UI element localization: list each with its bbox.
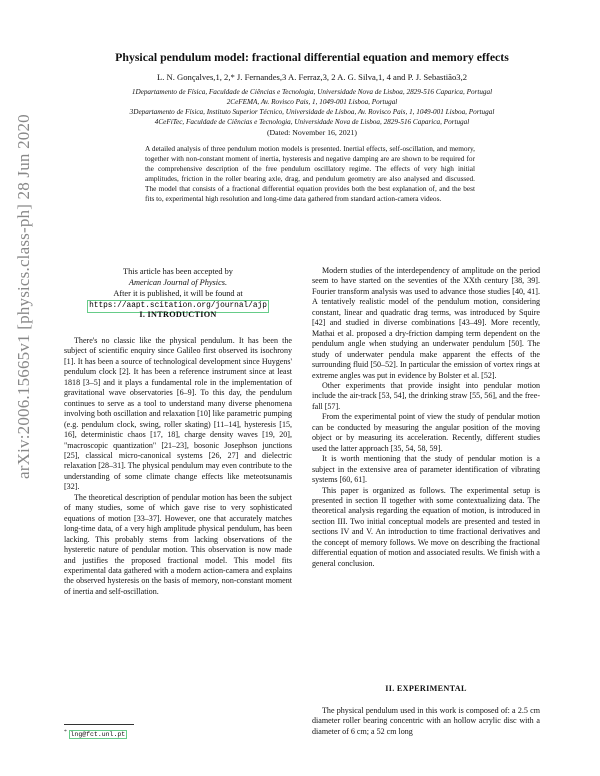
experimental-body <box>312 706 540 737</box>
dated-line: (Dated: November 16, 2021) <box>266 128 358 137</box>
right-paragraph-5: This paper is organized as follows. The experimental setup is presented in section II together with some contextualizing data. The theoretical analysis regarding the equation of motion, is introduced in section III. Two initial conceptual models are presented and tested in sections IV and V. An introduction to time fractional derivatives and the concept of memory follows. We move on describing the fractional differential equation of motion and associated results. We finish with a general conclusion. <box>312 485 540 568</box>
intro-paragraph-1: There's no classic like the physical pendulum. It has been the subject of scientific enquiry since Galileo first observed its isochrony [1]. It has been a source of technological development since Huygens' pendulum clock [2]. It has been a reference instrument since at least 1818 [3–5] and it plays a fundamental role in the implementation of gravitational wave observatories [6–9]. To this day, the pendulum continues to serve as a tool to understand many diverse phenomena involving both oscillation and relaxation [10] like parametric pumping (e.g. pendulum clock, swing, roller skating) [11–14], hysteresis [15, 16], deterministic chaos [17, 18], charge density waves [19, 20], "macroscopic quantization" [21–23], bosonic Josephson junctions [25], classical micro-canonical systems [26, 27] and dielectric relaxation [28–31]. The physical pendulum may even contribute to the understanding of some climate change effects like meteotsunamis [32]. <box>64 336 292 492</box>
right-paragraph-1: Modern studies of the interdependency of amplitude on the period seem to have started on the seventies of the XXth century [38, 39]. Fourier transform analysis was used to advance those studies [40, 41]. A tentatively realistic model of the pendulum motion, considering constant, linear and quadratic drag terms, was introduced by Squire [42] and studied in diverse combinations [43–49]. More recently, Mathai et al. proposed a dry-friction damping term dependent on the pendulum angle when studying an underwater pendulum [50]. The study of underwater pendula make apparent the effects of the surrounding fluid [50–52]. In particular the emission of vortex rings at extreme angles was put in evidence by Bolster et al. [52]. <box>312 266 540 380</box>
journal-url-link[interactable]: https://aapt.scitation.org/journal/ajp <box>87 300 269 313</box>
corresponding-email-link[interactable]: lng@fct.unl.pt <box>70 731 126 739</box>
section-heading-experimental: II. EXPERIMENTAL <box>385 684 467 693</box>
right-column-body <box>312 266 540 569</box>
right-paragraph-3: From the experimental point of view the study of pendular motion can be conducted by measuring the angular position of the moving object or by measuring its acceleration. Recently, different studies used the latter approach [35, 54, 58, 59]. <box>312 412 540 453</box>
left-column-body <box>64 336 292 597</box>
section-heading-introduction: I. INTRODUCTION <box>139 310 217 319</box>
footnote-marker: * <box>64 729 67 735</box>
affiliation-2: 2CeFEMA, Av. Rovisco Pais, 1, 1049-001 Lisboa, Portugal <box>226 98 398 107</box>
intro-paragraph-2: The theoretical description of pendular motion has been the subject of many studies, some of which gave rise to very sophisticated equations of motion [33–37]. However, one that accurately matches long-time data, of a very high amplitude physical pendulum, has been lacking. This probably stems from lacking observations of the hysteretic nature of pendular motion. This observation is now made and justifies the proposed fractional model. This model fits experimental data gathered with a modern action-camera and explains the observed hysteresis on the basis of memory, non-constant moment of inertia and self-oscillation. <box>64 492 292 596</box>
right-paragraph-4: It is worth mentioning that the study of pendular motion is a subject in the extensive area of parameter identification of vibrating systems [60, 61]. <box>312 454 540 485</box>
acceptance-notice <box>64 266 292 313</box>
affiliation-4: 4CeFiTec, Faculdade de Ciências e Tecnologia, Universidade Nova de Lisboa, 2829-516 Caparica, Portugal <box>154 118 470 127</box>
paper-title: Physical pendulum model: fractional differential equation and memory effects <box>115 50 509 64</box>
affiliation-3: 3Departamento de Física, Instituto Superior Técnico, Universidade de Lisboa, Av. Rovisco Pais, 1, 1049-001 Lisboa, Portugal <box>129 108 495 117</box>
experimental-paragraph: The physical pendulum used in this work is composed of: a 2.5 cm diameter roller bearing concentric with an hollow acrylic disc with a diameter of 6 cm; a 52 cm long <box>312 706 540 736</box>
right-paragraph-2: Other experiments that provide insight into pendular motion include the air-track [53, 54], the drinking straw [55, 56], and the free-fall [57]. <box>312 380 540 411</box>
arxiv-identifier: arXiv:2006.15665v1 [physics.class-ph] 28 Jun 2020 <box>14 114 33 479</box>
author-list: L. N. Gonçalves,1, 2,* J. Fernandes,3 A. Ferraz,3, 2 A. G. Silva,1, 4 and P. J. Sebastião3,2 <box>156 72 468 82</box>
acceptance-line-3: After it is published, it will be found at <box>113 289 243 298</box>
affiliations <box>62 87 562 127</box>
footnote <box>64 729 127 738</box>
abstract: A detailed analysis of three pendulum motion models is presented. Inertial effects, self-oscillation, and memory, together with non-constant moment of inertia, hysteresis and negative damping are are shown to be required for the comprehensive description of the free pendulum oscillatory regime. The effects of very high initial amplitudes, friction in the roller bearing axle, drag, and pendulum geometry are also analysed and discussed. The model that consists of a fractional differential equation provides both the best explanation of, and the best fits to, experimental high resolution and long-time data gathered from standard action-camera videos. <box>145 144 475 203</box>
footnote-rule <box>64 724 134 725</box>
journal-name: American Journal of Physics. <box>128 278 228 287</box>
affiliation-1: 1Departamento de Física, Faculdade de Ciências e Tecnologia, Universidade Nova de Lisboa, 2829-516 Caparica, Portugal <box>131 88 493 96</box>
acceptance-line-1: This article has been accepted by <box>123 267 233 276</box>
